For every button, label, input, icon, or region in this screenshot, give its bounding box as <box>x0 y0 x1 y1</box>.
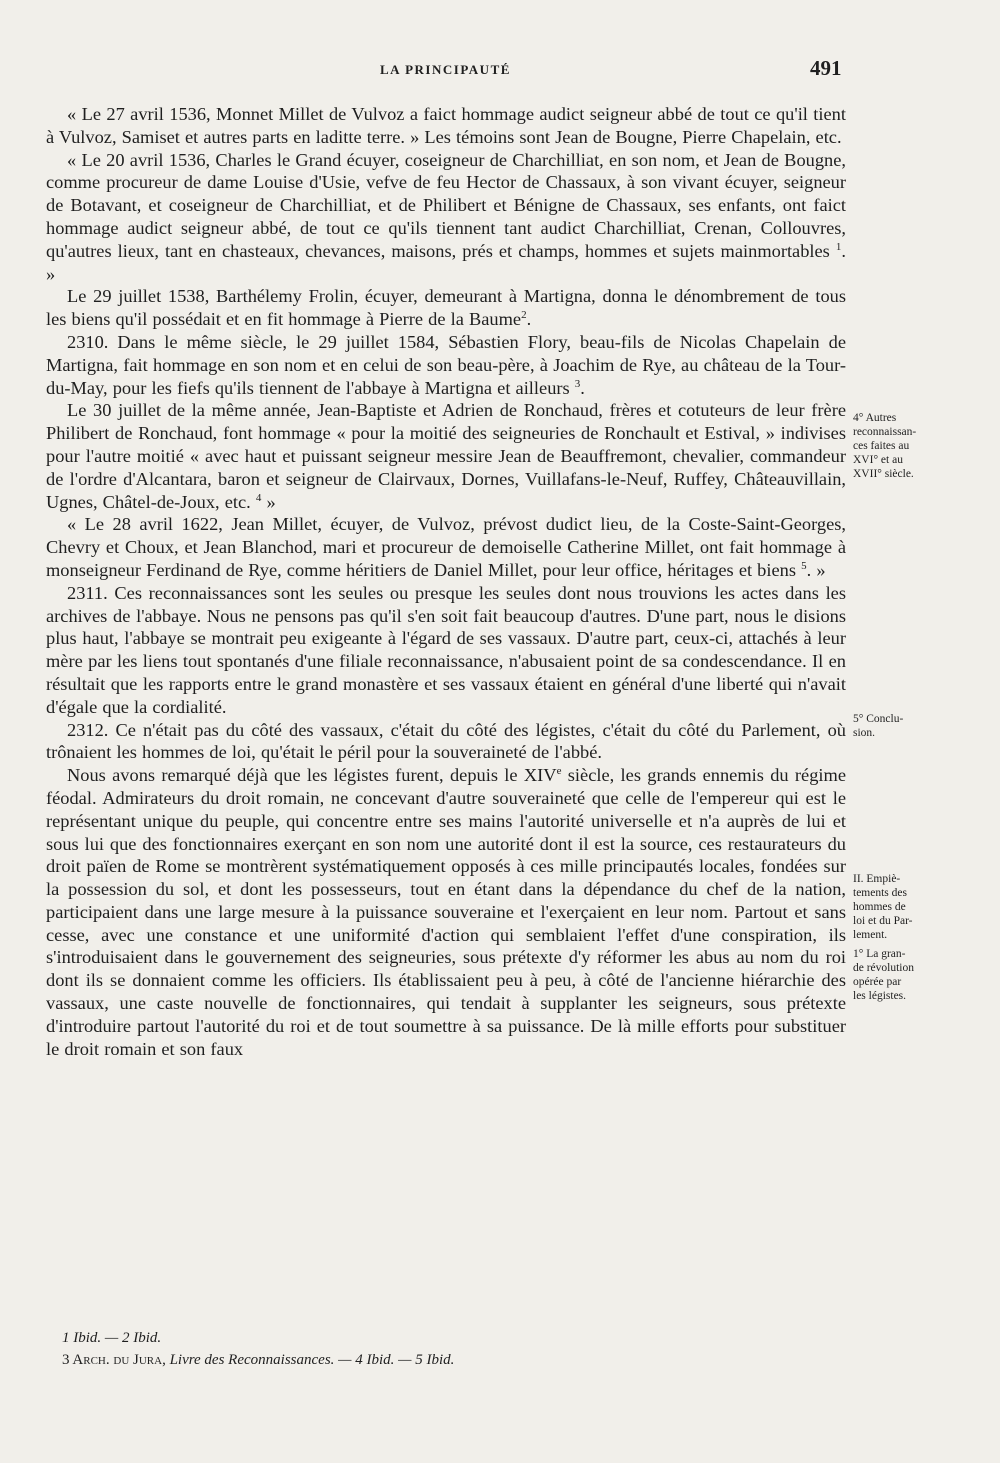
footnote-line: 1 Ibid. — 2 Ibid. <box>62 1330 162 1346</box>
footnotes <box>62 1327 822 1371</box>
paragraph: 2312. Ce n'était pas du côté des vassaux, c'était du côté des légistes, c'était du côté du Parlement, où trônaient les hommes de loi, qu'était le péril pour la souveraineté de l'abbé. <box>46 719 846 763</box>
footnote-ref[interactable]: 3 <box>574 377 581 390</box>
paragraph: Le 29 juillet 1538, Barthélemy Frolin, écuyer, demeurant à Martigna, donna le dénombrement de tous les biens qu'il possédait et en fit hommage à Pierre de la Baume$^2$. <box>46 286 846 330</box>
paragraph: Le 30 juillet de la même année, Jean-Baptiste et Adrien de Ronchaud, frères et cotuteurs de leur frère Philibert de Ronchaud, font hommage « pour la moitié des seigneuries de Ronchault et Estival, » indivises pour l'autre moitié « avec haut et puissant seigneur messire Jean de Beauffremont, chevalier, commandeur de l'ordre d'Alcantara, baron et seigneur de Clairvaux, Dornes, Vuillafans-le-Neuf, Ruffey, Châteauvillain, Ugnes, Châtel-de-Joux, etc. $^4$ » <box>46 400 846 512</box>
margin-note: 4° Autres reconnaissan- ces faites au XVI° et au XVII° siècle. <box>853 412 917 480</box>
footnote-ref[interactable]: 2 <box>521 309 527 322</box>
footnote-ref[interactable]: 4 <box>255 491 262 504</box>
margin-note: 5° Conclu- sion. <box>853 713 904 739</box>
paragraph: Nous avons remarqué déjà que les légistes furent, depuis le XIVe siècle, les grands ennemis du régime féodal. Admirateurs du droit romain, ne concevant d'autre souveraineté que celle de l'empereur qui est le représentant unique du peuple, qui concentre entre ses mains l'autorité universelle et n'a auprès de lui et sous lui que des fonctionnaires exerçant en son nom une autorité dont il est la source, ces restaurateurs du droit païen de Rome se montrèrent systématiquement opposés à ces mille principautés locales, fondées sur la possession du sol, et dont les possesseurs, tout en étant dans la dépendance du chef de la nation, participaient dans une large mesure à la puissance souveraine et l'exerçaient en leur nom. Partout et sans cesse, avec une constance et une uniformité d'action qui semblaient l'effet d'une conspiration, ils s'introduisaient dans le gouvernement des seigneuries, sous prétexte d'y réformer les abus au nom du roi dont ils se donnaient comme les officiers. Ils établissaient peu à peu, à côté de l'ancienne hiérarchie des vassaux, une caste nouvelle de fonctionnaires, qui tendait à supplanter les seigneurs, sous prétexte d'introduire partout l'autorité du roi et de tout soumettre à sa puissance. De là mille efforts pour substituer le droit romain et son faux <box>46 764 846 1059</box>
paragraph: « Le 28 avril 1622, Jean Millet, écuyer, de Vulvoz, prévost dudict lieu, de la Coste-Saint-Georges, Chevry et Choux, et Jean Blanchod, mari et procureur de demoiselle Catherine Millet, ont fait hommage à monseigneur Ferdinand de Rye, comme héritiers de Daniel Millet, pour leur office, héritages et biens $^5$. » <box>46 514 846 580</box>
footnote-line: 3 Arch. du Jura, Livre des Reconnaissances. — 4 Ibid. — 5 Ibid. <box>62 1352 455 1368</box>
body-text <box>46 103 846 1060</box>
footnote-ref[interactable]: 1 <box>835 240 842 253</box>
margin-note: 1° La gran- de révolution opérée par les légistes. <box>853 948 914 1002</box>
footnote-ref[interactable]: 5 <box>801 559 807 572</box>
page-number: 491 <box>810 56 842 80</box>
paragraph: 2311. Ces reconnaissances sont les seules ou presque les seules dont nous trouvions les actes dans les archives de l'abbaye. Nous ne pensons pas qu'il s'en soit fait beaucoup d'autres. D'une part, nous le disions plus haut, l'abbaye se montrait peu exigeante à l'égard de ses vassaux. D'autre part, ceux-ci, attachés à leur mère par les liens tout spontanés d'une filiale reconnaissance, n'abusaient point de sa condescendance. Il en résultait que les rapports entre le grand monastère et ses vassaux étaient en général d'une liberté qui n'avait d'égale que la cordialité. <box>46 582 846 717</box>
margin-note: II. Empiè- tements des hommes de loi et du Par- lement. <box>853 873 913 941</box>
running-title: LA PRINCIPAUTÉ <box>380 62 511 77</box>
paragraph: « Le 20 avril 1536, Charles le Grand écuyer, coseigneur de Charchilliat, en son nom, et Jean de Bougne, comme procureur de dame Louise d'Usie, vefve de feu Hector de Chassaux, à son vivant écuyer, seigneur de Botavant, et coseigneur de Charchilliat, et de Philibert et Bénigne de Chassaux, ses enfants, ont faict hommage audict seigneur abbé, de tout ce qu'ils tiennent tant audict Charchilliat, Crenan, Collouvres, qu'autres lieux, tant en chasteaux, chevances, maisons, prés et champs, hommes et sujets mainmortables $^1$. » <box>46 149 846 284</box>
paragraph: 2310. Dans le même siècle, le 29 juillet 1584, Sébastien Flory, beau-fils de Nicolas Chapelain de Martigna, fait hommage en son nom et en celui de son beau-père, à Joachim de Rye, au château de la Tour-du-May, pour les fiefs qu'ils tiennent de l'abbaye à Martigna et ailleurs $^3$. <box>46 331 846 398</box>
paragraph: « Le 27 avril 1536, Monnet Millet de Vulvoz a faict hommage audict seigneur abbé de tout ce qu'il tient à Vulvoz, Samiset et autres parts en laditte terre. » Les témoins sont Jean de Bougne, Pierre Chapelain, etc. <box>46 104 846 147</box>
